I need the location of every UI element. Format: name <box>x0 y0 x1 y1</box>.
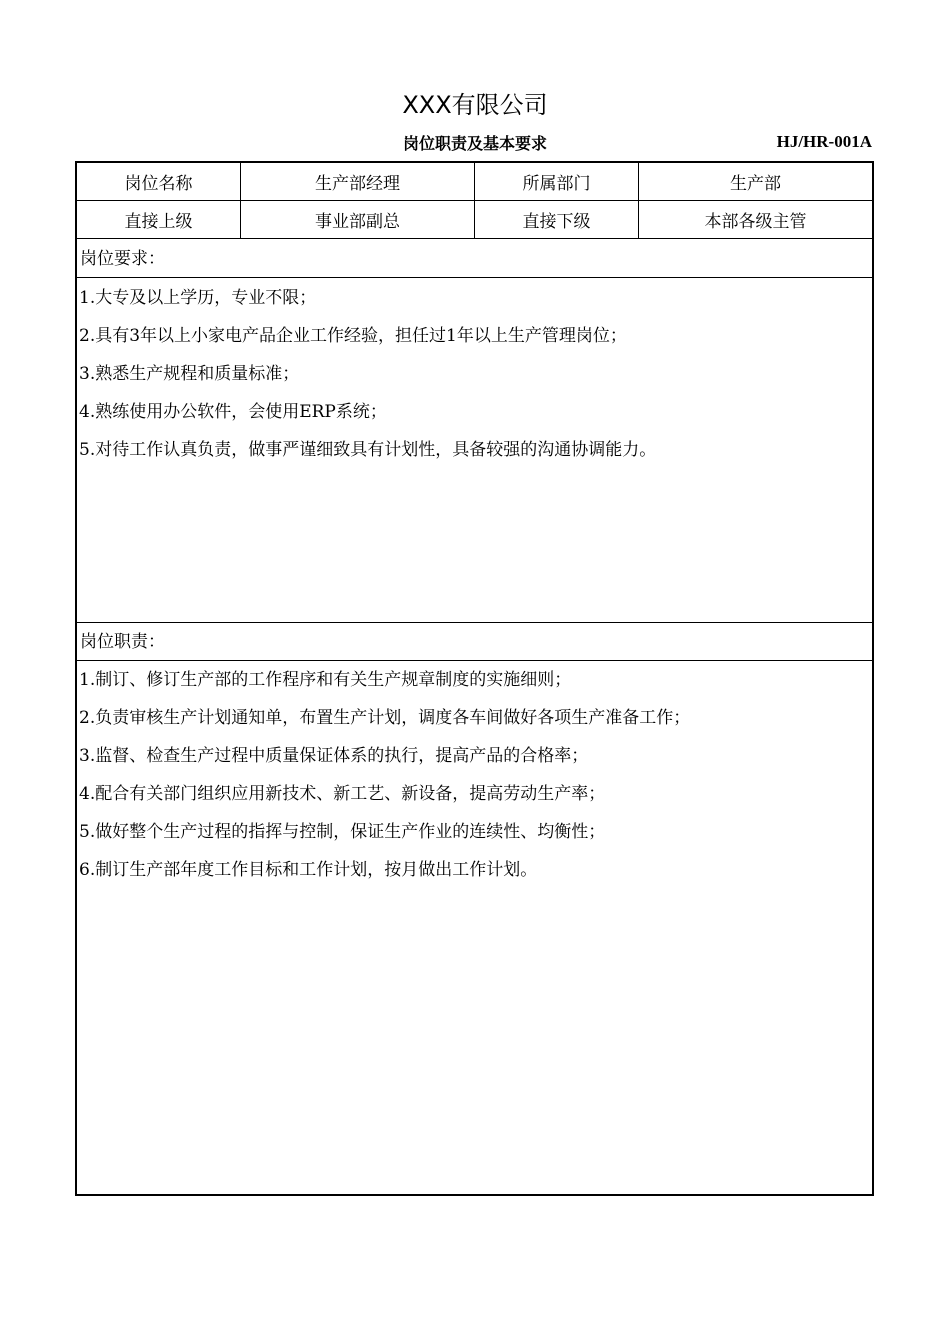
department-value: 生产部 <box>730 174 781 194</box>
job-description-form <box>75 161 874 1196</box>
duty-item: 6.制订生产部年度工作目标和工作计划，按月做出工作计划。 <box>79 860 538 880</box>
direct-superior-label: 直接上级 <box>77 201 241 238</box>
requirement-item: 2.具有3年以上小家电产品企业工作经验，担任过1年以上生产管理岗位； <box>79 326 627 346</box>
duty-item: 5.做好整个生产过程的指挥与控制，保证生产作业的连续性、均衡性； <box>79 822 606 842</box>
direct-subordinate-value: 本部各级主管 <box>704 212 807 232</box>
position-name-value: 生产部经理 <box>241 163 475 200</box>
company-name: XXX有限公司 <box>402 91 548 119</box>
duty-item: 3.监督、检查生产过程中质量保证体系的执行，提高产品的合格率； <box>79 746 589 766</box>
duty-item: 4.配合有关部门组织应用新技术、新工艺、新设备，提高劳动生产率； <box>79 784 606 804</box>
divider <box>77 622 872 623</box>
department-label: 所属部门 <box>475 163 639 200</box>
requirement-item: 1.大专及以上学历，专业不限； <box>79 288 317 308</box>
position-name-label: 岗位名称 <box>77 163 241 200</box>
form-title: 岗位职责及基本要求 <box>402 134 547 153</box>
requirement-item: 3.熟悉生产规程和质量标准； <box>79 364 300 384</box>
requirements-label: 岗位要求： <box>80 249 165 269</box>
duties-label: 岗位职责： <box>80 632 165 652</box>
duty-item: 2.负责审核生产计划通知单，布置生产计划，调度各车间做好各项生产准备工作； <box>79 708 691 728</box>
requirement-item: 5.对待工作认真负责，做事严谨细致具有计划性，具备较强的沟通协调能力。 <box>79 440 657 460</box>
duty-item: 1.制订、修订生产部的工作程序和有关生产规章制度的实施细则； <box>79 670 572 690</box>
info-row-2 <box>77 201 872 239</box>
info-row-1 <box>77 163 872 201</box>
divider <box>77 277 872 278</box>
document-number: HJ/HR-001A <box>776 132 872 151</box>
requirement-item: 4.熟练使用办公软件，会使用ERP系统； <box>79 402 387 422</box>
divider <box>77 238 872 239</box>
direct-superior-value: 事业部副总 <box>241 201 475 238</box>
direct-subordinate-label: 直接下级 <box>475 201 639 238</box>
